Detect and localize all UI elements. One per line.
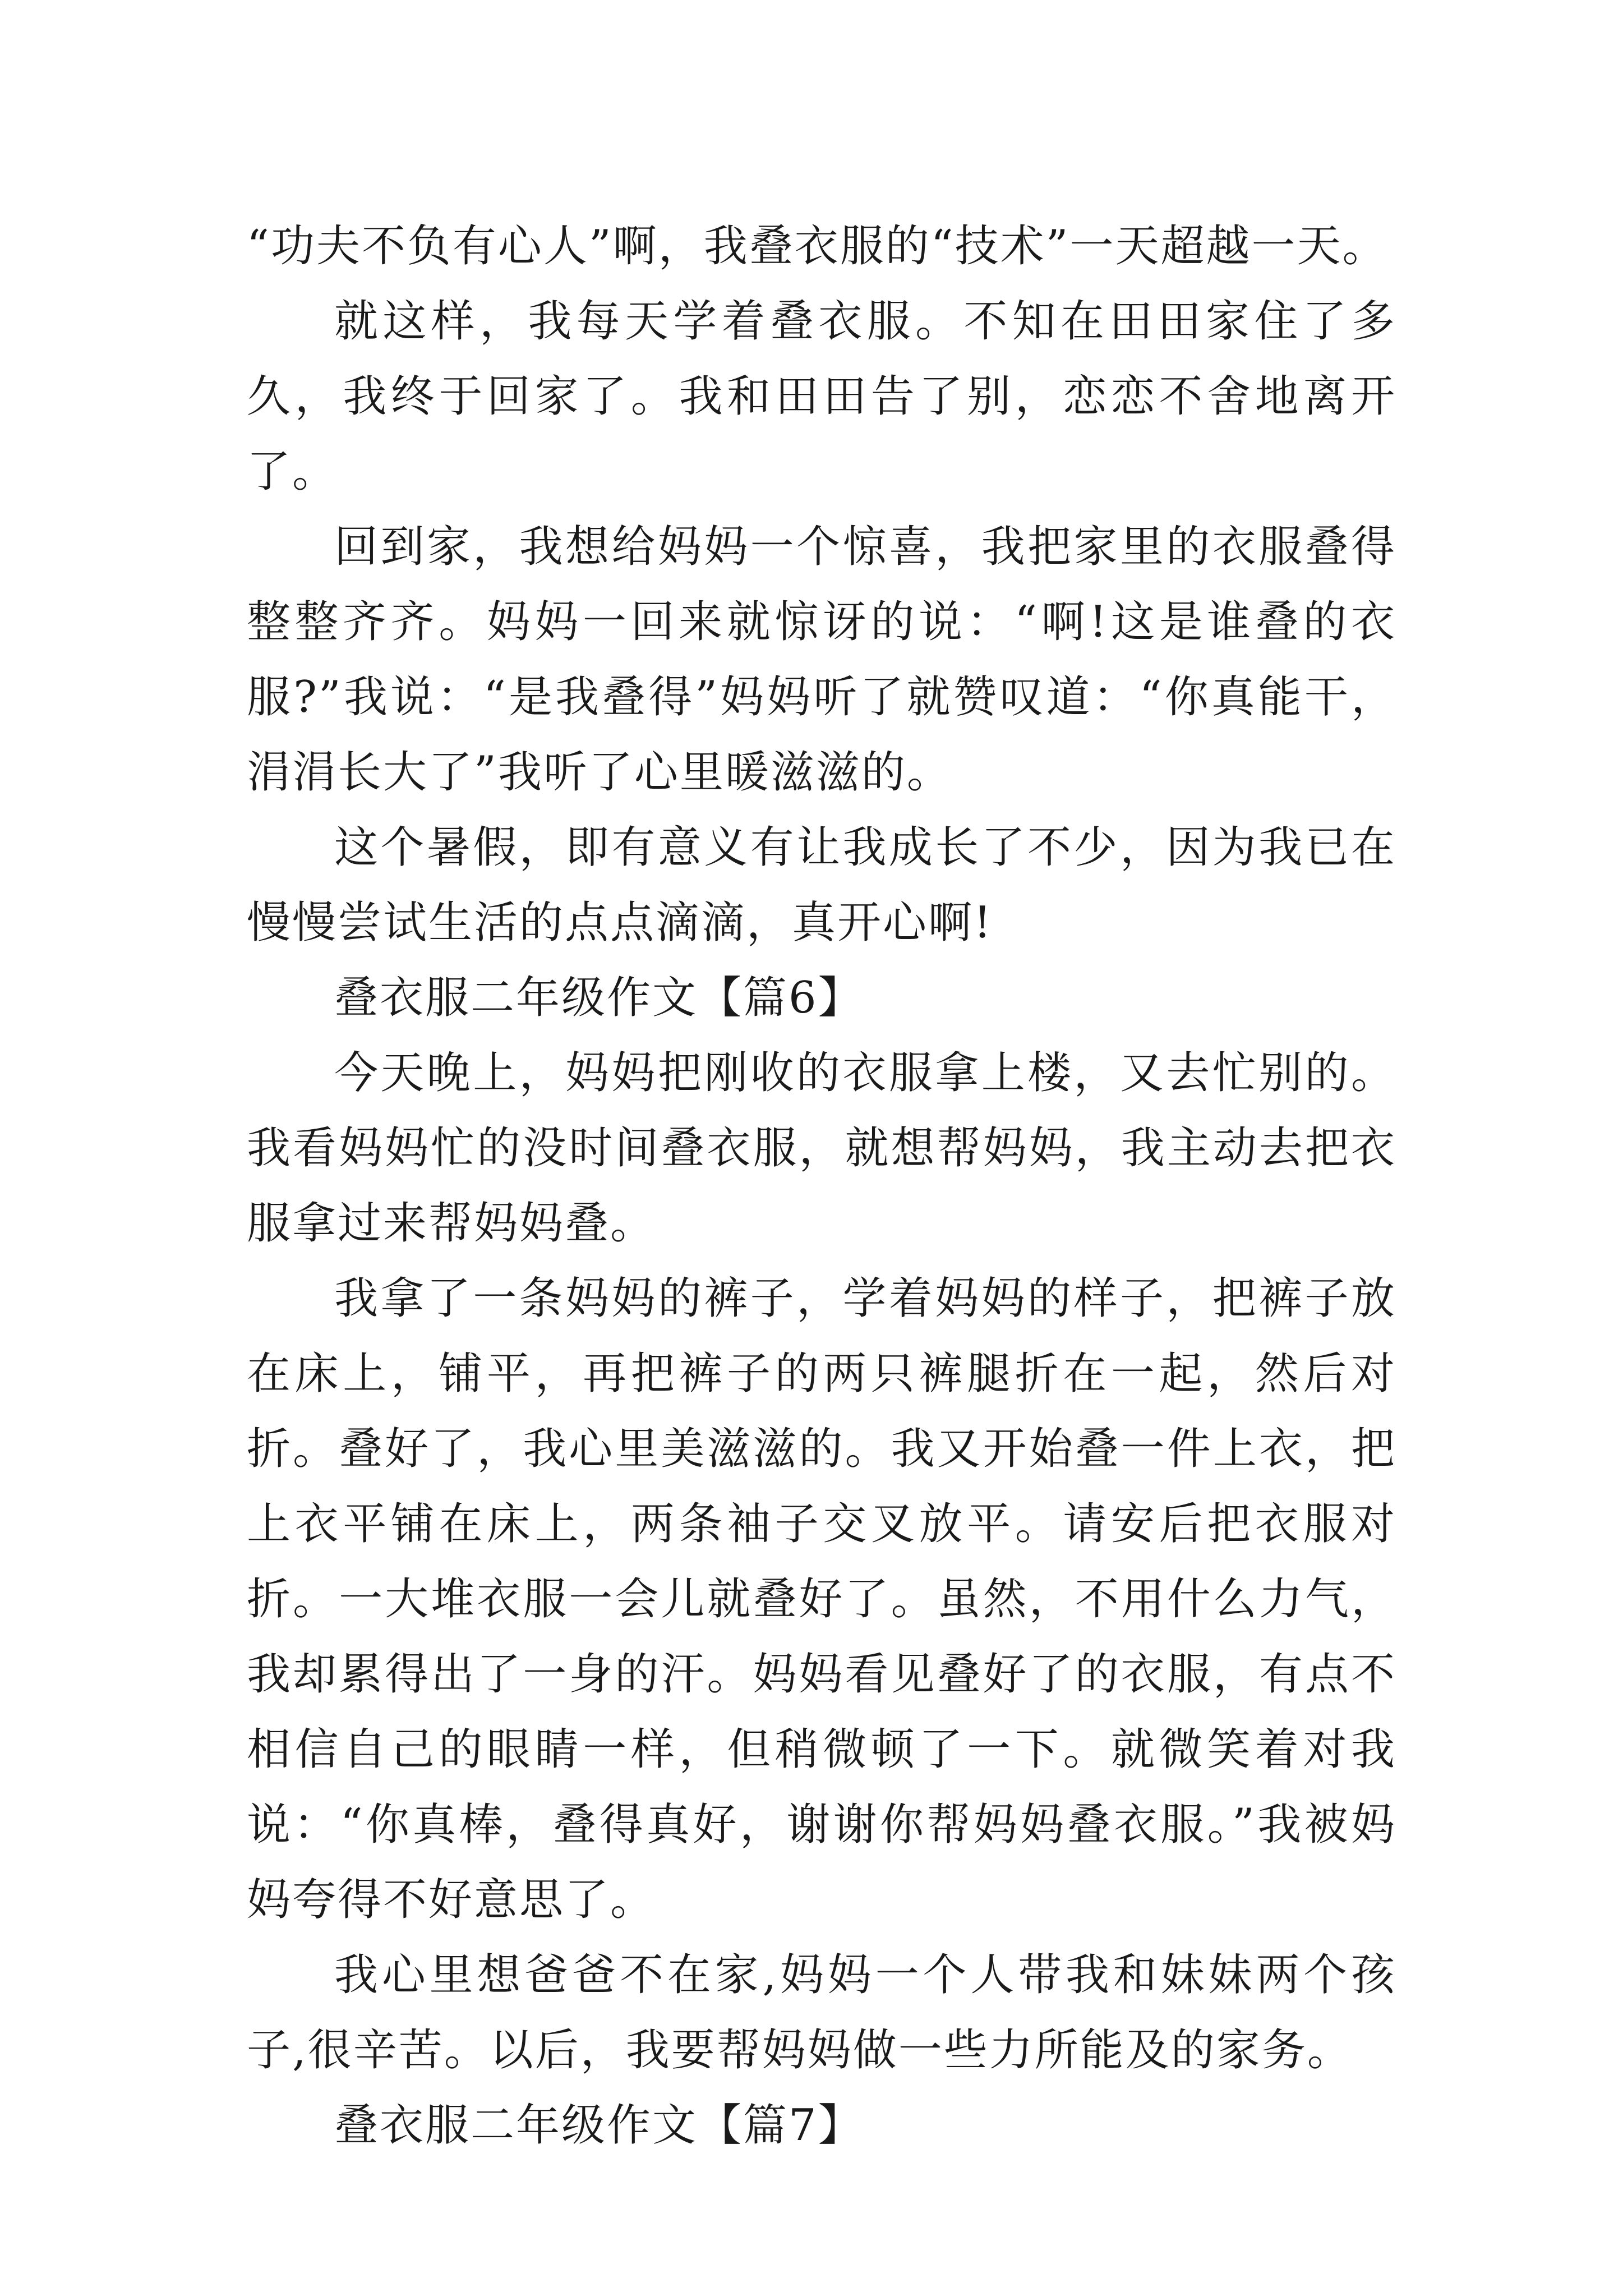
paragraph-continued: “功夫不负有心人”啊，我叠衣服的“技术”一天超越一天。 <box>247 221 1388 272</box>
paragraph: 我拿了一条妈妈的裤子，学着妈妈的样子，把裤子放在床上，铺平，再把裤子的两只裤腿折在一起，然后对折。叠好了，我心里美滋滋的。我又开始叠一件上衣，把上衣平铺在床上，两条袖子交叉放平。请安后把衣服对折。一大堆衣服一会儿就叠好了。虽然，不用什么力气，我却累得出了一身的汗。妈妈看见叠好了的衣服，有点不相信自己的眼睛一样，但稍微顿了一下。就微笑着对我说：“你真棒，叠得真好，谢谢你帮妈妈叠衣服。”我被妈妈夸得不好意思了。 <box>247 1273 1396 1925</box>
section-heading: 叠衣服二年级作文【篇6】 <box>334 973 864 1023</box>
document-body <box>247 209 1396 2163</box>
paragraph: 这个暑假，即有意义有让我成长了不少，因为我已在慢慢尝试生活的点点滴滴，真开心啊! <box>247 822 1396 948</box>
paragraph: 回到家，我想给妈妈一个惊喜，我把家里的衣服叠得整整齐齐。妈妈一回来就惊讶的说：“啊!这是谁叠的衣服?”我说：“是我叠得”妈妈听了就赞叹道：“你真能干，涓涓长大了”我听了心里暖滋滋的。 <box>247 522 1396 798</box>
paragraph: 今天晚上，妈妈把刚收的衣服拿上楼，又去忙别的。我看妈妈忙的没时间叠衣服，就想帮妈妈，我主动去把衣服拿过来帮妈妈叠。 <box>247 1048 1396 1249</box>
paragraph: 我心里想爸爸不在家,妈妈一个人带我和妹妹两个孩子,很辛苦。以后，我要帮妈妈做一些力所能及的家务。 <box>247 1950 1396 2076</box>
section-heading: 叠衣服二年级作文【篇7】 <box>334 2100 864 2151</box>
paragraph: 就这样，我每天学着叠衣服。不知在田田家住了多久，我终于回家了。我和田田告了别，恋恋不舍地离开了。 <box>247 296 1396 497</box>
